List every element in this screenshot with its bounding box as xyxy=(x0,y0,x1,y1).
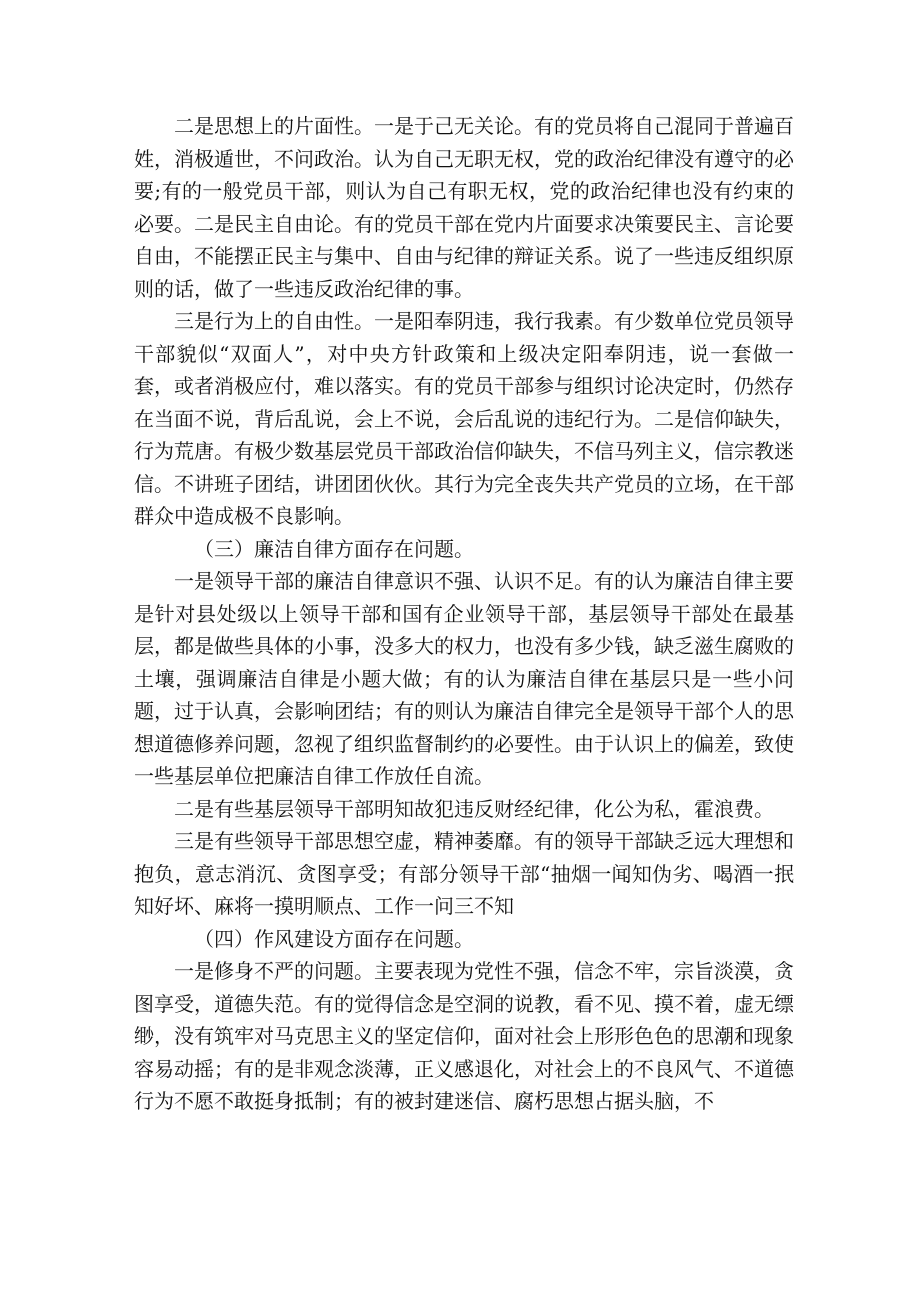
paragraph-self-cultivation: 一是修身不严的问题。主要表现为党性不强，信念不牢，宗旨淡漠，贪图享受，道德失范。有的觉得信念是空洞的说教，看不见、摸不着，虚无缥缈，没有筑牢对马克思主义的坚定信仰，面对社会上形形色色的思潮和现象容易动摇；有的是非观念淡薄，正义感退化，对社会上的不良风气、不道德行为不愿不敢挺身抵制；有的被封建迷信、腐朽思想占据头脑，不 xyxy=(134,959,794,1113)
section-heading-work-style: （四）作风建设方面存在问题。 xyxy=(194,926,474,951)
paragraph-thinking-onesidedness: 二是思想上的片面性。一是于己无关论。有的党员将自己混同于普遍百姓，消极遁世，不问政治。认为自己无职无权，党的政治纪律没有遵守的必要;有的一般党员干部，则认为自己有职无权，党的政治纪律也没有约束的必要。二是民主自由论。有的党员干部在党内片面要求决策要民主、言论要自由，不能摆正民主与集中、自由与纪律的辩证关系。说了一些违反组织原则的话，做了一些违反政治纪律的事。 xyxy=(134,114,794,301)
section-heading-integrity: （三）廉洁自律方面存在问题。 xyxy=(194,536,474,561)
paragraph-integrity-awareness: 一是领导干部的廉洁自律意识不强、认识不足。有的认为廉洁自律主要是针对县处级以上领导干部和国有企业领导干部，基层领导干部处在最基层，都是做些具体的小事，没多大的权力，也没有多少钱，缺乏滋生腐败的土壤，强调廉洁自律是小题大做；有的认为廉洁自律在基层只是一些小问题，过于认真，会影响团结；有的则认为廉洁自律完全是领导干部个人的思想道德修养问题，忽视了组织监督制约的必要性。由于认识上的偏差，致使一些基层单位把廉洁自律工作放任自流。 xyxy=(134,569,794,788)
document-body xyxy=(134,110,794,1118)
paragraph-financial-discipline: 二是有些基层领导干部明知故犯违反财经纪律，化公为私，霍浪费。 xyxy=(174,796,774,821)
paragraph-spiritual-emptiness: 三是有些领导干部思想空虚，精神萎靡。有的领导干部缺乏远大理想和抱负，意志消沉、贪图享受；有部分领导干部“抽烟一闻知伪劣、喝酒一抿知好坏、麻将一摸明顺点、工作一问三不知 xyxy=(134,829,794,918)
paragraph-behavior-freedom: 三是行为上的自由性。一是阳奉阴违，我行我素。有少数单位党员领导干部貌似“双面人”，对中央方针政策和上级决定阳奉阴违，说一套做一套，或者消极应付，难以落实。有的党员干部参与组织讨论决定时，仍然存在当面不说，背后乱说，会上不说，会后乱说的违纪行为。二是信仰缺失，行为荒唐。有极少数基层党员干部政治信仰缺失，不信马列主义，信宗教迷信。不讲班子团结，讲团团伙伙。其行为完全丧失共产党员的立场，在干部群众中造成极不良影响。 xyxy=(134,309,794,528)
